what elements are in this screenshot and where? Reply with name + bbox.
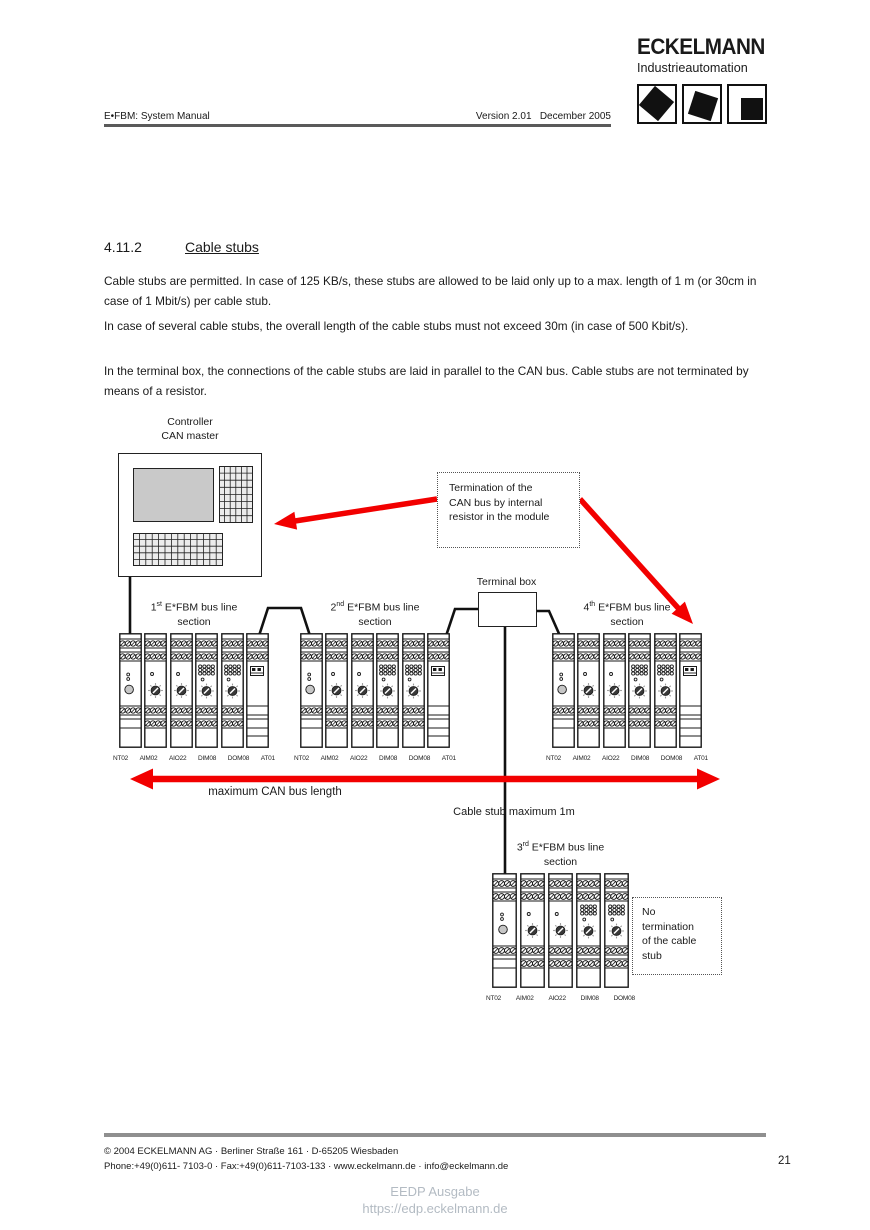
module-names-s1 <box>113 755 275 762</box>
no-termination-note: No termination of the cable stub <box>632 897 722 975</box>
module-strip-aim02 <box>577 633 600 748</box>
module-strip-aim02 <box>325 633 348 748</box>
module-strip-dim08 <box>576 873 601 988</box>
module-strip-aio22 <box>548 873 573 988</box>
controller-keyboard-grid <box>133 533 223 571</box>
module-strip-dom08 <box>221 633 244 748</box>
logo-box-tilted-square-icon <box>682 84 722 124</box>
logo-brand-text: ECKELMANN <box>637 34 765 59</box>
module-strip-aim02 <box>520 873 545 988</box>
company-logo <box>637 34 770 124</box>
paragraph-2: In case of several cable stubs, the overall length of the cable stubs must not exceed 30m (in case of 500 Kbit/s). <box>104 319 689 333</box>
module-strip-dom08 <box>604 873 629 988</box>
module-names-s4 <box>546 755 708 762</box>
module-strip-dim08 <box>628 633 651 748</box>
module-strip-aio22 <box>170 633 193 748</box>
module-strip-aio22 <box>351 633 374 748</box>
module-name-label: NT02 <box>546 755 562 762</box>
module-name-label: NT02 <box>113 755 129 762</box>
page-number: 21 <box>778 1155 791 1167</box>
module-row-s1 <box>119 633 269 748</box>
module-strip-at01 <box>427 633 450 748</box>
module-name-label: DIM08 <box>379 755 398 762</box>
module-names-s3 <box>486 995 635 1002</box>
header-version: Version 2.01 December 2005 <box>475 111 611 122</box>
bus-section-label-s3: 3rd E*FBM bus line section <box>516 841 605 868</box>
module-strip-aio22 <box>603 633 626 748</box>
header-document-title: E•FBM: System Manual <box>104 111 210 122</box>
module-name-label: AIO22 <box>350 755 368 762</box>
module-name-label: NT02 <box>486 995 502 1002</box>
module-name-label: AIO22 <box>169 755 187 762</box>
controller-label: Controller CAN master <box>161 416 219 442</box>
module-row-s4 <box>552 633 702 748</box>
module-strip-nt02 <box>300 633 323 748</box>
cable-stub-diagram <box>105 415 767 1033</box>
logo-mark <box>637 84 770 124</box>
module-name-label: DIM08 <box>631 755 650 762</box>
module-name-label: DIM08 <box>198 755 217 762</box>
module-strip-aim02 <box>144 633 167 748</box>
cable-stub-max-label: Cable stub maximum 1m <box>453 806 575 818</box>
footer-rule <box>104 1133 766 1137</box>
module-name-label: AIM02 <box>515 995 534 1002</box>
module-name-label: AIO22 <box>602 755 620 762</box>
max-can-bus-length-label: maximum CAN bus length <box>208 786 342 798</box>
module-name-label: NT02 <box>294 755 310 762</box>
module-name-label: AIM02 <box>320 755 339 762</box>
bus-section-label-s2: 2nd E*FBM bus line section <box>330 601 420 628</box>
section-heading <box>104 239 259 255</box>
module-name-label: DOM08 <box>227 755 250 762</box>
module-name-label: DOM08 <box>660 755 683 762</box>
footer-contact: Phone:+49(0)611- 7103-0 · Fax:+49(0)611-7103-133 · www.eckelmann.de · info@eckelmann.de <box>104 1161 509 1172</box>
module-row-s3 <box>492 873 629 988</box>
module-strip-dom08 <box>402 633 425 748</box>
module-name-label: AIM02 <box>139 755 158 762</box>
controller-keypad-grid <box>219 466 253 528</box>
module-name-label: AT01 <box>260 755 275 762</box>
logo-box-corner-square-icon <box>727 84 767 124</box>
module-strip-at01 <box>246 633 269 748</box>
termination-note: Termination of the CAN bus by internal resistor in the module <box>437 472 580 548</box>
module-name-label: DOM08 <box>408 755 431 762</box>
module-name-label: DIM08 <box>580 995 599 1002</box>
terminal-box <box>478 592 537 627</box>
module-strip-dom08 <box>654 633 677 748</box>
controller-screen <box>133 468 214 522</box>
section-number: 4.11.2 <box>104 239 142 255</box>
module-name-label: AIO22 <box>548 995 566 1002</box>
module-row-s2 <box>300 633 450 748</box>
module-strip-at01 <box>679 633 702 748</box>
watermark: EEDP Ausgabe https://edp.eckelmann.de <box>362 1184 508 1216</box>
bus-section-label-s1: 1st E*FBM bus line section <box>150 601 238 628</box>
module-strip-nt02 <box>492 873 517 988</box>
section-title: Cable stubs <box>185 239 259 255</box>
module-name-label: AT01 <box>441 755 456 762</box>
module-strip-dim08 <box>195 633 218 748</box>
controller-box <box>118 453 262 577</box>
header-rule <box>104 124 611 127</box>
terminal-box-label: Terminal box <box>476 576 537 588</box>
paragraph-3: In the terminal box, the connections of the cable stubs are laid in parallel to the CAN bus. Cable stubs are not terminated by means of a resistor. <box>104 364 749 398</box>
logo-box-diamond-icon <box>637 84 677 124</box>
module-name-label: DOM08 <box>613 995 635 1002</box>
module-strip-nt02 <box>119 633 142 748</box>
logo-subtitle-text: Industrieautomation <box>637 60 748 75</box>
module-name-label: AIM02 <box>572 755 591 762</box>
module-strip-dim08 <box>376 633 399 748</box>
footer-address: © 2004 ECKELMANN AG · Berliner Straße 161 · D-65205 Wiesbaden <box>104 1146 399 1157</box>
paragraph-1: Cable stubs are permitted. In case of 125 KB/s, these stubs are allowed to be laid only up to a max. length of 1 m (or 30cm in case of 1 Mbit/s) per cable stub. <box>104 274 757 308</box>
module-name-label: AT01 <box>693 755 708 762</box>
bus-section-label-s4: 4th E*FBM bus line section <box>583 601 671 628</box>
module-strip-nt02 <box>552 633 575 748</box>
module-names-s2 <box>294 755 456 762</box>
